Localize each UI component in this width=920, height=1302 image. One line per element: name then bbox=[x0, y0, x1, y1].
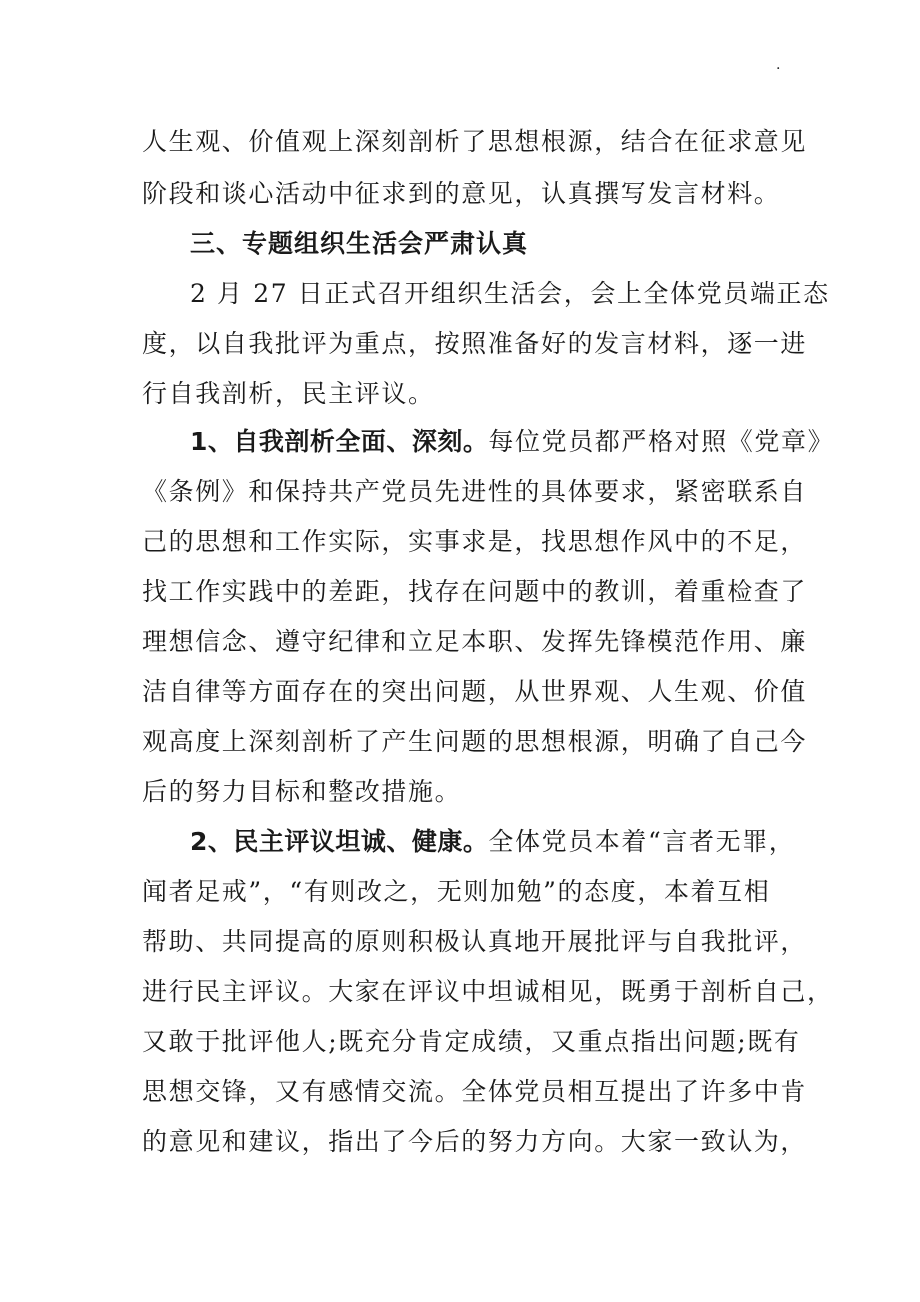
paragraph-first-line bbox=[190, 827, 830, 857]
text-line: 找工作实践中的差距，找存在问题中的教训，着重检查了 bbox=[142, 577, 808, 606]
text-line: 又敢于批评他人;既充分肯定成绩，又重点指出问题;既有 bbox=[142, 1027, 801, 1056]
text-line: 观高度上深刻剖析了产生问题的思想根源，明确了自己今 bbox=[142, 727, 808, 756]
paragraph-lead-rest: 每位党员都严格对照《党章》 bbox=[488, 427, 835, 456]
text-line: 度，以自我批评为重点，按照准备好的发言材料，逐一进 bbox=[142, 329, 808, 358]
text-line: 理想信念、遵守纪律和立足本职、发挥先锋模范作用、廉 bbox=[142, 627, 808, 656]
section-heading: 三、专题组织生活会严肃认真 bbox=[190, 229, 529, 258]
text-line: 己的思想和工作实际，实事求是，找思想作风中的不足， bbox=[142, 527, 808, 556]
text-line: 行自我剖析，民主评议。 bbox=[142, 379, 435, 408]
paragraph-lead: 1、自我剖析全面、深刻。 bbox=[190, 427, 489, 456]
text-line: 《条例》和保持共产党员先进性的具体要求，紧密联系自 bbox=[142, 477, 808, 506]
text-line: 洁自律等方面存在的突出问题，从世界观、人生观、价值 bbox=[142, 677, 808, 706]
text-line: 后的努力目标和整改措施。 bbox=[142, 777, 462, 806]
text-line: 人生观、价值观上深刻剖析了思想根源，结合在征求意见 bbox=[142, 127, 808, 156]
paragraph-lead: 2、民主评议坦诚、健康。 bbox=[190, 827, 489, 856]
text-line: 进行民主评议。大家在评议中坦诚相见，既勇于剖析自己， bbox=[142, 977, 834, 1006]
text-line: 思想交锋，又有感情交流。全体党员相互提出了许多中肯 bbox=[142, 1077, 808, 1106]
paragraph-lead-rest: 全体党员本着“言者无罪， bbox=[488, 827, 796, 856]
text-line: 的意见和建议，指出了今后的努力方向。大家一致认为， bbox=[142, 1127, 808, 1156]
text-line: 阶段和谈心活动中征求到的意见，认真撰写发言材料。 bbox=[142, 179, 781, 208]
paragraph-first-line bbox=[190, 427, 835, 457]
page-mark: . bbox=[776, 57, 781, 73]
text-line: 2 月 27 日正式召开组织生活会，会上全体党员端正态 bbox=[190, 279, 830, 308]
text-line: 帮助、共同提高的原则积极认真地开展批评与自我批评， bbox=[142, 927, 808, 956]
text-line: 闻者足戒”，“有则改之，无则加勉”的态度，本着互相 bbox=[142, 877, 771, 906]
